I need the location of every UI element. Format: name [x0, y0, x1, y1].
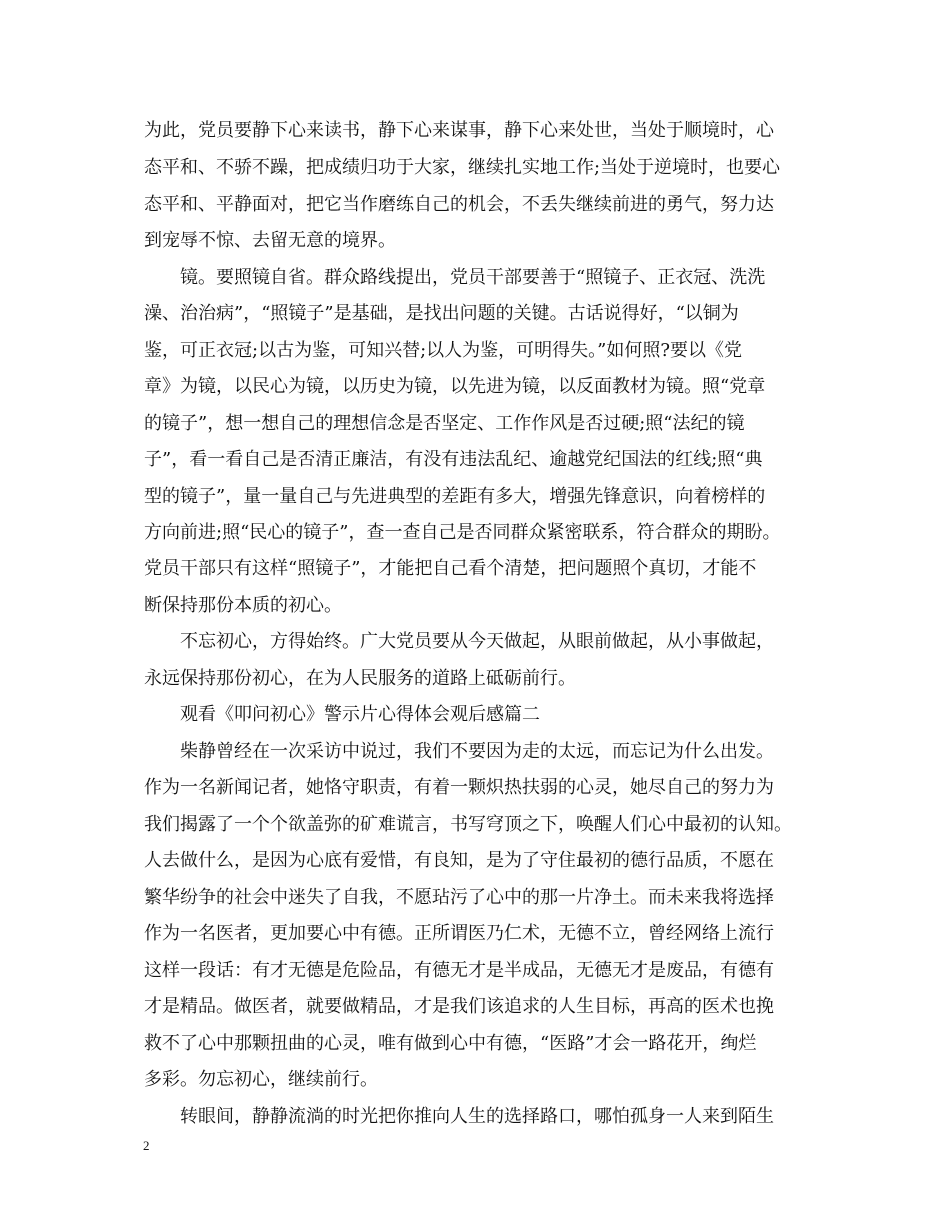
text-line: 态平和、平静面对，把它当作磨练自己的机会，不丢失继续前进的勇气，努力达 [144, 194, 774, 215]
text-line: 党员干部只有这样“照镜子”，才能把自己看个清楚，把问题照个真切，才能不 [144, 558, 757, 579]
text-line: 永远保持那份初心，在为人民服务的道路上砥砺前行。 [144, 668, 576, 689]
text-line: 救不了心中那颗扭曲的心灵，唯有做到心中有德，“医路”才会一路花开，绚烂 [144, 1033, 757, 1054]
section-heading: 观看《叩问初心》警示片心得体会观后感篇二 [180, 704, 540, 725]
text-line: 子”，看一看自己是否清正廉洁，有没有违法乱纪、逾越党纪国法的红线;照“典 [144, 449, 763, 470]
text-line: 鉴，可正衣冠;以古为鉴，可知兴替;以人为鉴，可明得失。”如何照?要以《党 [144, 340, 742, 361]
text-line: 型的镜子”，量一量自己与先进典型的差距有多大，增强先锋意识，向着榜样的 [144, 486, 766, 507]
text-line: 断保持那份本质的初心。 [144, 595, 342, 616]
page-number: 2 [143, 1138, 150, 1153]
text-line: 这样一段话：有才无德是危险品，有德无才是半成品，无德无才是废品，有德有 [144, 960, 774, 981]
text-line: 的镜子”，想一想自己的理想信念是否坚定、工作作风是否过硬;照“法纪的镜 [144, 413, 745, 434]
text-line: 柴静曾经在一次采访中说过，我们不要因为走的太远，而忘记为什么出发。 [180, 741, 774, 762]
text-line: 作为一名医者，更加要心中有德。正所谓医乃仁术，无德不立，曾经网络上流行 [144, 923, 774, 944]
text-line: 繁华纷争的社会中迷失了自我，不愿玷污了心中的那一片净土。而未来我将选择 [144, 887, 774, 908]
text-line: 章》为镜，以民心为镜，以历史为镜，以先进为镜，以反面教材为镜。照“党章 [144, 376, 766, 397]
text-line: 我们揭露了一个个欲盖弥的矿难谎言，书写穹顶之下，唤醒人们心中最初的认知。 [144, 814, 792, 835]
text-line: 人去做什么，是因为心底有爱惜，有良知，是为了守住最初的德行品质，不愿在 [144, 850, 774, 871]
text-line: 转眼间，静静流淌的时光把你推向人生的选择路口，哪怕孤身一人来到陌生 [180, 1106, 774, 1127]
text-line: 才是精品。做医者，就要做精品，才是我们该追求的人生目标，再高的医术也挽 [144, 996, 774, 1017]
text-line: 为此，党员要静下心来读书，静下心来谋事，静下心来处世，当处于顺境时，心 [144, 120, 774, 141]
text-line: 态平和、不骄不躁，把成绩归功于大家，继续扎实地工作;当处于逆境时，也要心 [144, 157, 781, 178]
text-line: 不忘初心，方得始终。广大党员要从今天做起，从眼前做起，从小事做起， [180, 631, 774, 652]
text-line: 到宠辱不惊、去留无意的境界。 [144, 230, 396, 251]
text-line: 作为一名新闻记者，她恪守职责，有着一颗炽热扶弱的心灵，她尽自己的努力为 [144, 777, 774, 798]
text-line: 镜。要照镜自省。群众路线提出，党员干部要善于“照镜子、正衣冠、洗洗 [180, 267, 766, 288]
text-line: 澡、治治病”，“照镜子”是基础，是找出问题的关键。古话说得好，“以铜为 [144, 303, 739, 324]
text-line: 多彩。勿忘初心，继续前行。 [144, 1069, 378, 1090]
text-line: 方向前进;照“民心的镜子”，查一查自己是否同群众紧密联系，符合群众的期盼。 [144, 522, 781, 543]
